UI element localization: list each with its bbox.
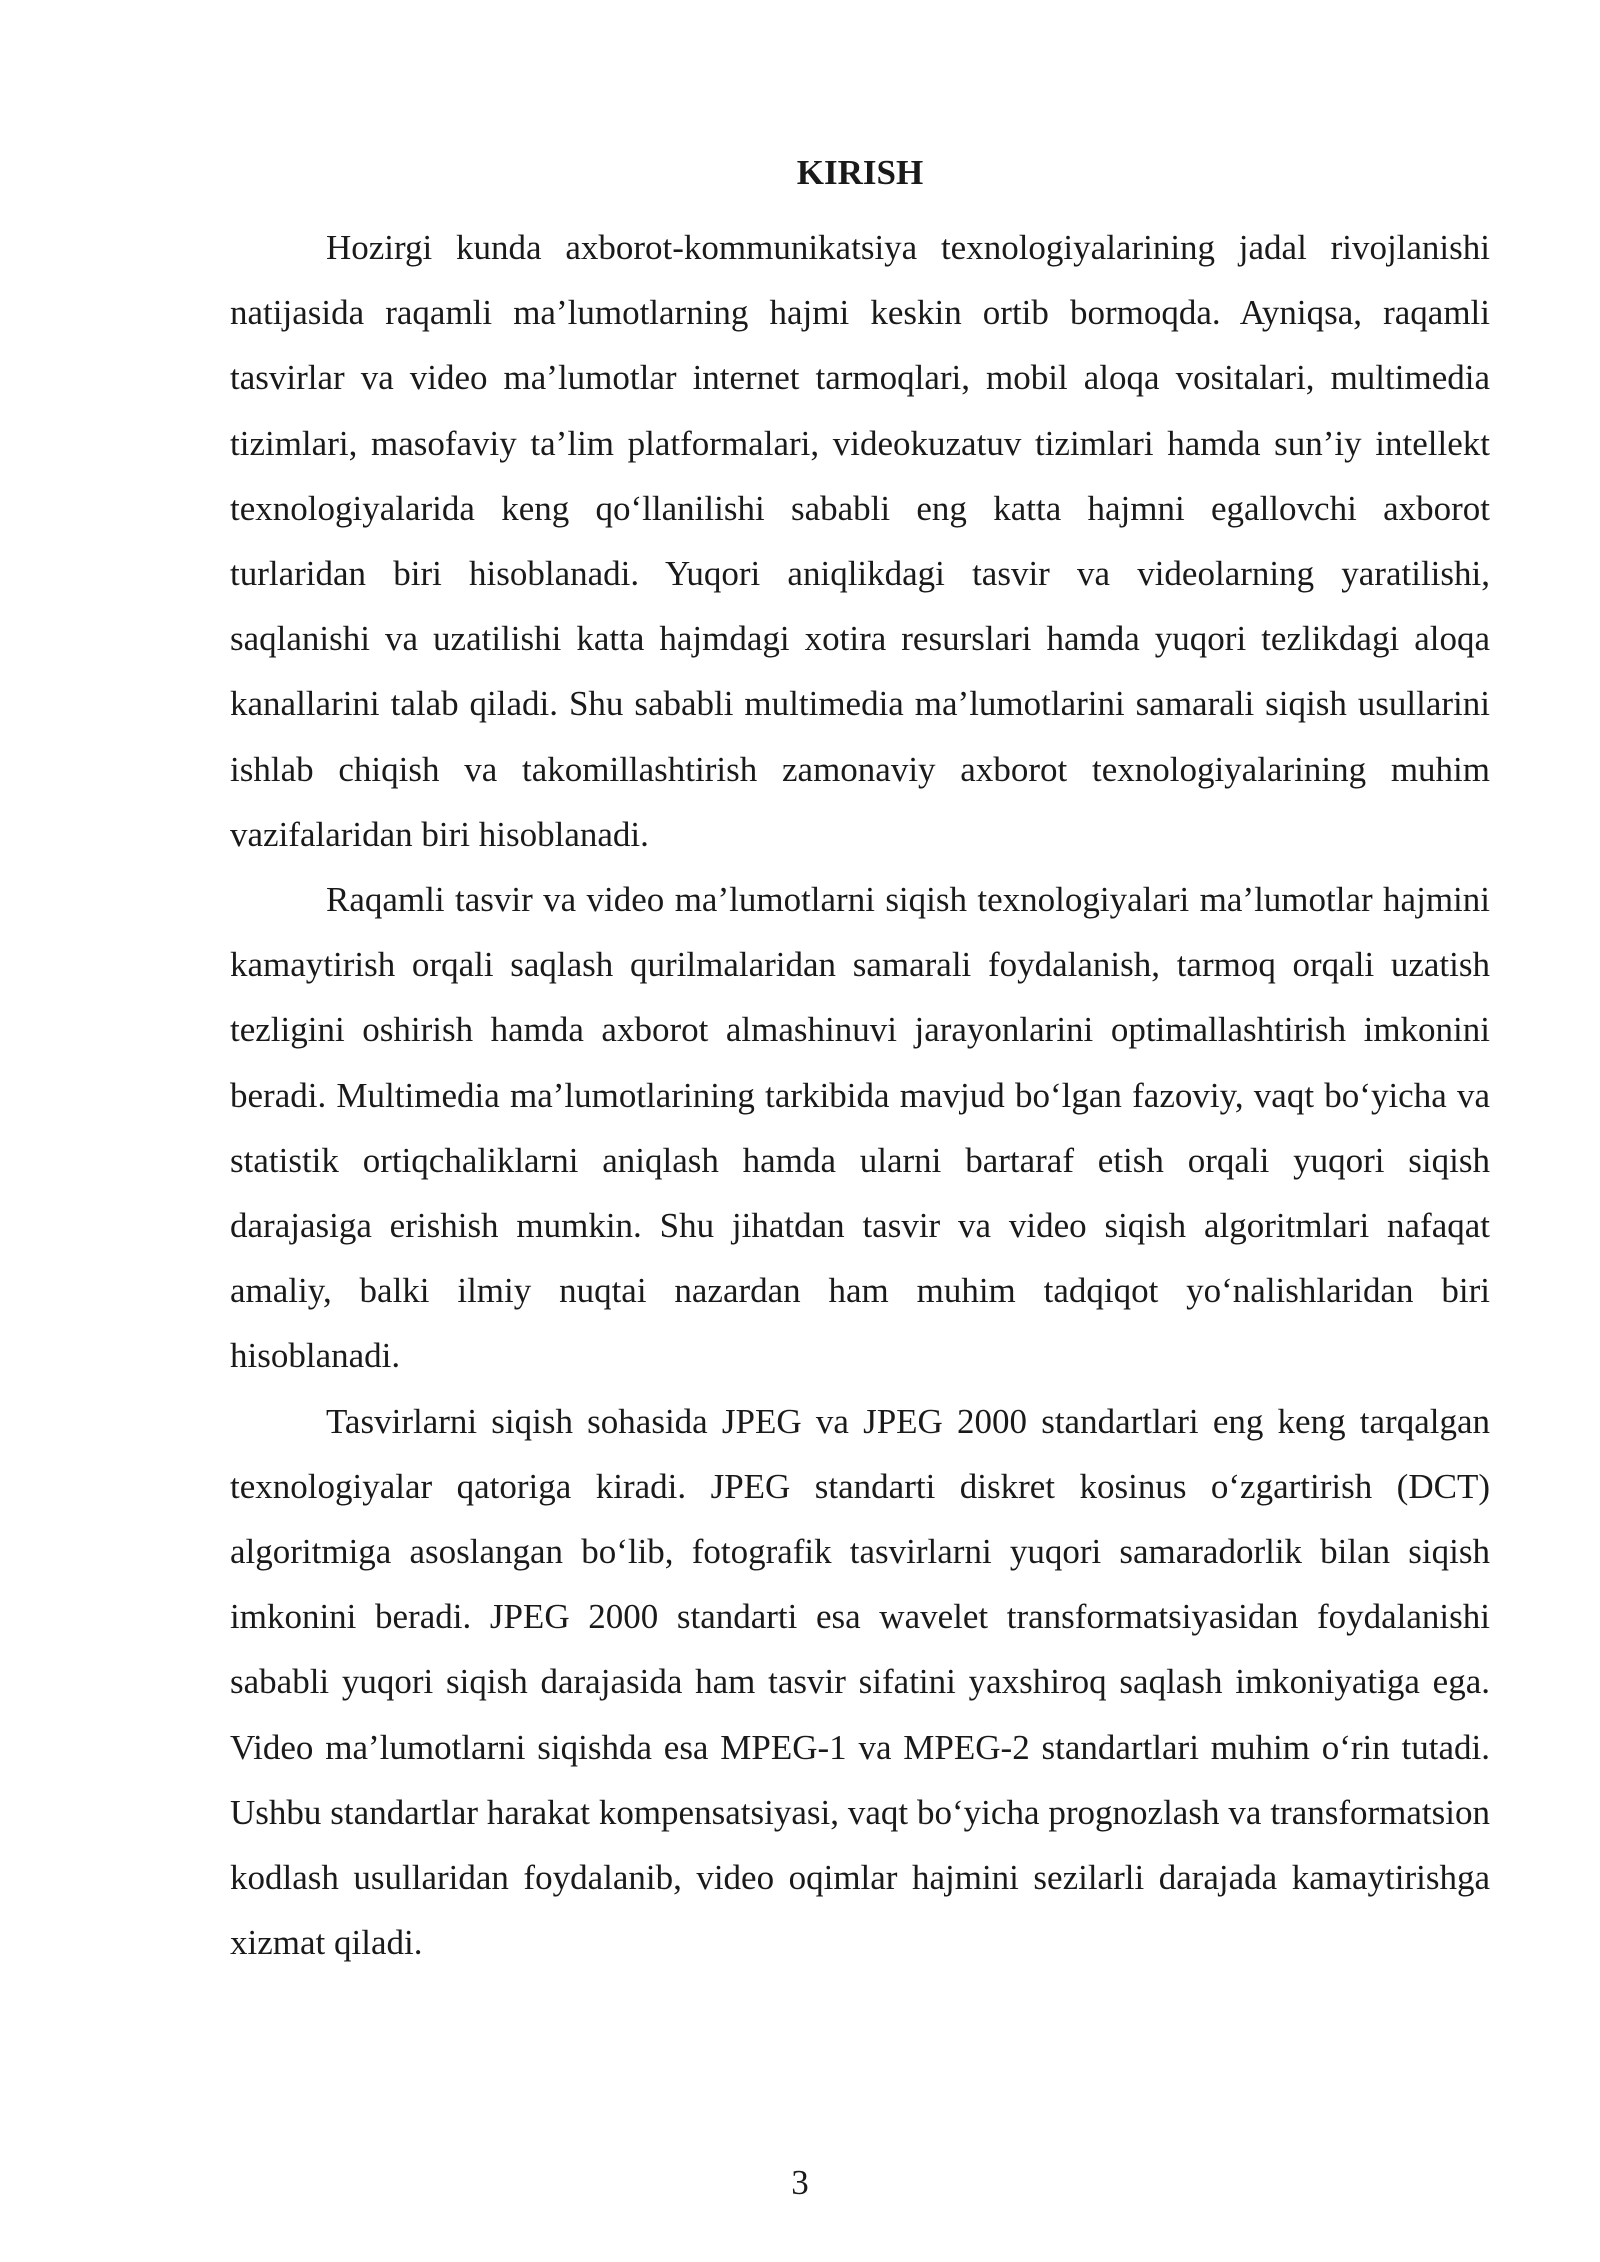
section-title: KIRISH <box>796 153 924 192</box>
paragraph-1: Hozirgi kunda axborot-kommunikatsiya texnologiyalarining jadal rivojlanishi natijasida raqamli ma’lumotlarning hajmi keskin ortib bormoqda. Ayniqsa, raqamli tasvirlar va video ma’lumotlar internet tarmoqlari, mobil aloqa vositalari, multimedia tizimlari, masofaviy ta’lim platformalari, videokuzatuv tizimlari hamda sun’iy intellekt texnologiyalarida keng qo‘llanilishi sababli eng katta hajmni egallovchi axborot turlaridan biri hisoblanadi. Yuqori aniqlikdagi tasvir va videolarning yaratilishi, saqlanishi va uzatilishi katta hajmdagi xotira resurslari hamda yuqori tezlikdagi aloqa kanallarini talab qiladi. Shu sababli multimedia ma’lumotlarini samarali siqish usullarini ishlab chiqish va takomillashtirish zamonaviy axborot texnologiyalarining muhim vazifalaridan biri hisoblanadi. <box>230 228 1490 854</box>
paragraph-2: Raqamli tasvir va video ma’lumotlarni siqish texnologiyalari ma’lumotlar hajmini kamaytirish orqali saqlash qurilmalaridan samarali foydalanish, tarmoq orqali uzatish tezligini oshirish hamda axborot almashinuvi jarayonlarini optimallashtirish imkonini beradi. Multimedia ma’lumotlarining tarkibida mavjud bo‘lgan fazoviy, vaqt bo‘yicha va statistik ortiqchaliklarni aniqlash hamda ularni bartaraf etish orqali yuqori siqish darajasiga erishish mumkin. Shu jihatdan tasvir va video siqish algoritmlari nafaqat amaliy, balki ilmiy nuqtai nazardan ham muhim tadqiqot yo‘nalishlaridan biri hisoblanadi. <box>230 880 1490 1376</box>
paragraph-3: Tasvirlarni siqish sohasida JPEG va JPEG 2000 standartlari eng keng tarqalgan texnologiyalar qatoriga kiradi. JPEG standarti diskret kosinus o‘zgartirish (DCT) algoritmiga asoslangan bo‘lib, fotografik tasvirlarni yuqori samaradorlik bilan siqish imkonini beradi. JPEG 2000 standarti esa wavelet transformatsiyasidan foydalanishi sababli yuqori siqish darajasida ham tasvir sifatini yaxshiroq saqlash imkoniyatiga ega. Video ma’lumotlarni siqishda esa MPEG-1 va MPEG-2 standartlari muhim o‘rin tutadi. Ushbu standartlar harakat kompensatsiyasi, vaqt bo‘yicha prognozlash va transformatsion kodlash usullaridan foydalanib, video oqimlar hajmini sezilarli darajada kamaytirishga xizmat qiladi. <box>230 1401 1490 1963</box>
page-number: 3 <box>791 2163 809 2202</box>
page-content <box>230 150 1490 1975</box>
